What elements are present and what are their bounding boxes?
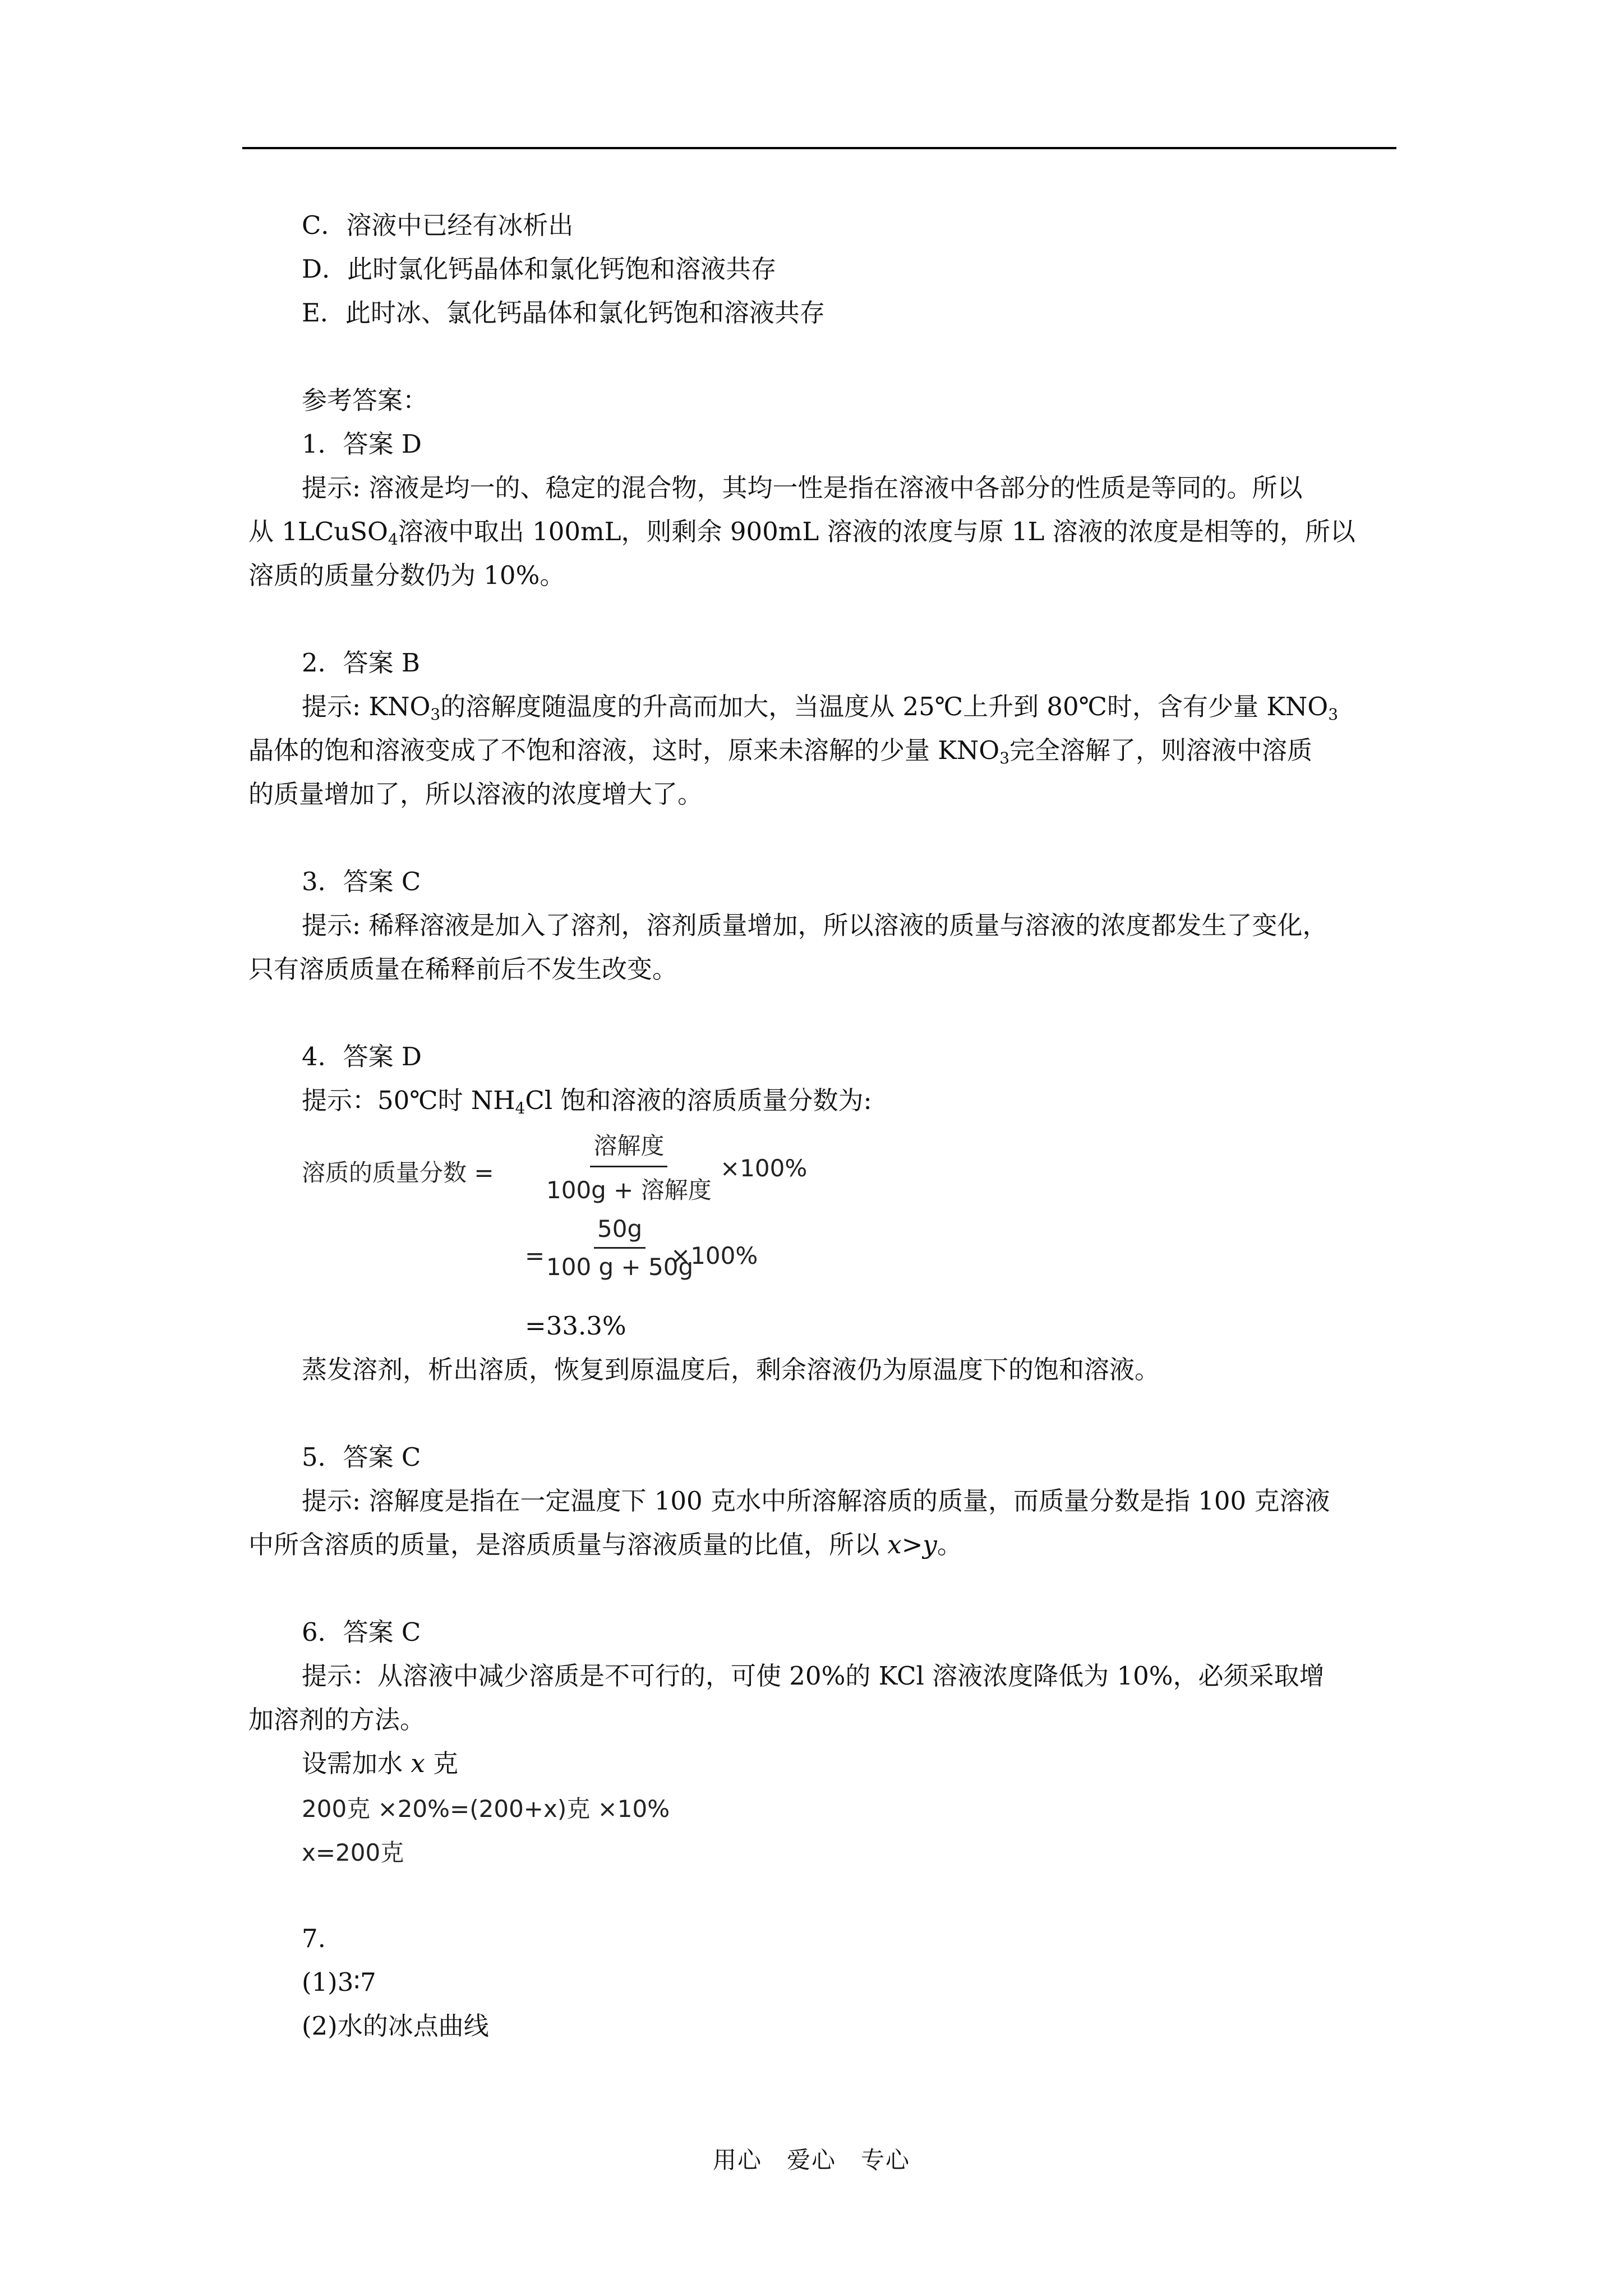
equation-1-multiplier: ×100% bbox=[720, 1154, 808, 1182]
answer-7-part-2: (2)水的冰点曲线 bbox=[302, 2011, 489, 2041]
option-c: C．溶液中已经有冰析出 bbox=[302, 210, 574, 240]
equation-1-numerator: 溶解度 bbox=[590, 1128, 667, 1167]
answer-2-hint-line-2: 晶体的饱和溶液变成了不饱和溶液，这时，原来未溶解的少量 $KNO_3$完全溶解了，则溶液中溶质 bbox=[248, 735, 1313, 767]
answer-2-heading: 2．答案 B bbox=[302, 648, 421, 678]
header-rule bbox=[242, 147, 1396, 149]
answer-1-hint-line-2: 从 1LCuSO$_4$溶液中取出 100mL，则剩余 900mL 溶液的浓度与原 1L 溶液的浓度是相等的，所以 bbox=[248, 517, 1355, 549]
equation-lhs: 溶质的质量分数 = bbox=[302, 1159, 494, 1186]
option-d: D．此时氯化钙晶体和氯化钙饱和溶液共存 bbox=[302, 254, 777, 284]
answer-3-hint-line-2: 只有溶质质量在稀释前后不发生改变。 bbox=[248, 954, 678, 984]
answer-2-hint-line-3: 的质量增加了，所以溶液的浓度增大了。 bbox=[248, 779, 703, 809]
answer-6-hint-line-2: 加溶剂的方法。 bbox=[248, 1705, 426, 1734]
equation-2-multiplier: ×100% bbox=[671, 1242, 758, 1269]
answer-1-hint-line-1: 提示: 溶液是均一的、稳定的混合物，其均一性是指在溶液中各部分的性质是等同的。所以 bbox=[302, 473, 1303, 503]
answer-4-heading: 4．答案 D bbox=[302, 1042, 422, 1071]
answer-4-note: 蒸发溶剂，析出溶质，恢复到原温度后，剩余溶液仍为原温度下的饱和溶液。 bbox=[302, 1355, 1160, 1384]
answer-6-setup: 设需加水 x 克 bbox=[302, 1749, 459, 1778]
answer-3-heading: 3．答案 C bbox=[302, 867, 421, 896]
answer-6-heading: 6．答案 C bbox=[302, 1617, 421, 1647]
answer-7-heading: 7. bbox=[302, 1924, 326, 1953]
answer-1-heading: 1．答案 D bbox=[302, 429, 422, 459]
equation-result: =33.3% bbox=[525, 1311, 626, 1341]
answer-4-hint: 提示：50℃时 $NH_4Cl$ 饱和溶液的溶质质量分数为: bbox=[302, 1085, 872, 1117]
answer-3-hint-line-1: 提示: 稀释溶液是加入了溶剂，溶剂质量增加，所以溶液的质量与溶液的浓度都发生了变化， bbox=[302, 910, 1328, 940]
answer-6-solution: x=200克 bbox=[302, 1839, 404, 1866]
answer-2-hint-line-1: 提示: $KNO_3$的溶解度随温度的升高而加大，当温度从 25℃上升到 80℃时，含有少量 $KNO_3$ bbox=[302, 692, 1339, 724]
equation-1-fraction bbox=[543, 1128, 715, 1205]
answer-1-hint-line-3: 溶质的质量分数仍为 10%。 bbox=[248, 560, 565, 590]
option-e: E．此时冰、氯化钙晶体和氯化钙饱和溶液共存 bbox=[302, 298, 825, 328]
answer-6-equation: 200克 ×20%=(200+x)克 ×10% bbox=[302, 1795, 670, 1823]
equation-1-denominator: 100g + 溶解度 bbox=[546, 1176, 712, 1204]
answer-7-part-1: (1)3∶7 bbox=[302, 1967, 376, 1997]
answer-6-hint-line-1: 提示：从溶液中减少溶质是不可行的，可使 20%的 KCl 溶液浓度降低为 10%，必须采取增 bbox=[302, 1661, 1325, 1691]
answer-5-heading: 5．答案 C bbox=[302, 1442, 421, 1472]
equation-2-denominator: 100 g + 50g bbox=[546, 1253, 694, 1281]
answers-title: 参考答案： bbox=[302, 385, 428, 415]
equation-2-equals: = bbox=[525, 1242, 545, 1269]
answer-5-hint-line-2: 中所含溶质的质量，是溶质质量与溶液质量的比值，所以 x>y。 bbox=[248, 1530, 962, 1559]
answer-5-hint-line-1: 提示: 溶解度是指在一定温度下 100 克水中所溶解溶质的质量，而质量分数是指 100 克溶液 bbox=[302, 1486, 1330, 1516]
equation-2-numerator: 50g bbox=[594, 1215, 645, 1249]
page-footer: 用心 爱心 专心 bbox=[712, 2146, 910, 2174]
